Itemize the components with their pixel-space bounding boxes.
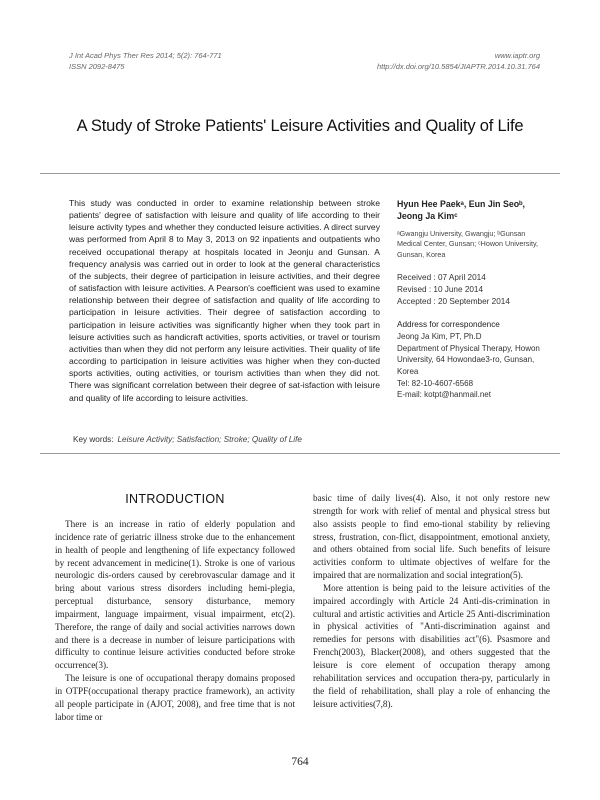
keywords-label: Key words: xyxy=(73,435,114,444)
keywords-value: Leisure Activity; Satisfaction; Stroke; Quality of Life xyxy=(117,435,302,444)
journal-links xyxy=(377,50,540,72)
issn: ISSN 2092-8475 xyxy=(69,62,125,71)
paper-title: A Study of Stroke Patients' Leisure Activities and Quality of Life xyxy=(76,117,524,135)
correspondence-email[interactable]: E-mail: kotpt@hanmail.net xyxy=(397,390,491,400)
keywords xyxy=(73,435,302,444)
doi-link[interactable]: http://dx.doi.org/10.5854/JIAPTR.2014.10.31.764 xyxy=(376,62,540,71)
article-dates xyxy=(397,272,542,308)
intro-paragraph-3: basic time of daily lives(4). Also, it not only restore new strength for work with relief of mental and physical stress but also assists people to find emo-tional stability by relieving stress, frustration, con-flict, disappointment, emotional anxiety, and others obtained from social life. Such benefits of leisure activities conform to ultimate objectives of welfare for the impaired that are normalization and social integration(5). xyxy=(313,493,550,581)
intro-paragraph-1: There is an increase in ratio of elderly population and incidence rate of geriatric illness stroke due to the enhancement in health of people and lengthening of life expectancy followed by recent advancement in medicine(1). Stroke is one of various neurologic dis-orders caused by cerebrovascular damage and it bring about various stress disorders including hemi-plegia, perceptual disturbance, sensory disturbance, memory impairment, language impairment, visual impairment, etc(2). Therefore, the range of daily and social activities narrows down and there is a decrease in number of leisure participations with difficulty to continue leisure activities conducted before stroke occurrence(3). xyxy=(55,519,295,671)
intro-left-column xyxy=(55,518,295,724)
intro-paragraph-4: More attention is being paid to the leisure activities of the impaired accordingly with Article 24 Anti-dis-crimination in cultural and artistic activities and Article 25 Anti-discrimination in physical activities of "Anti-discrimination against and remedies for persons with disabilities act"(6). Psasmore and French(2003), Blacker(2008), and others suggested that the leisure is core element of occupation therapy among rehabilitation services and occupation thera-py, particularly in the field of rehabilitation, shall play a role of enhancing the leisure activities(7,8). xyxy=(313,582,550,709)
introduction-heading: INTRODUCTION xyxy=(125,492,225,506)
website-link[interactable]: www.iaptr.org xyxy=(494,51,540,60)
institutions: ᵃGwangju University, Gwangju; ᵇGunsan Medical Center, Gunsan; ᶜHowon University, Gunsan, Korea xyxy=(397,229,539,259)
correspondence-block xyxy=(397,331,542,401)
intro-right-column xyxy=(313,492,550,710)
top-rule xyxy=(40,173,560,174)
revised-date: Revised : 10 June 2014 xyxy=(397,285,484,295)
affiliation-block xyxy=(397,198,542,401)
received-date: Received : 07 April 2014 xyxy=(397,273,486,283)
journal-citation: J Int Acad Phys Ther Res 2014; 5(2): 764-771 xyxy=(69,51,222,60)
bottom-rule xyxy=(40,453,560,454)
journal-header xyxy=(69,50,222,72)
correspondence-heading: Address for correspondence xyxy=(397,320,500,330)
author-names: Hyun Hee Paekᵃ, Eun Jin Seoᵇ, Jeong Ja Kimᶜ xyxy=(397,199,526,221)
intro-paragraph-2: The leisure is one of occupational therapy domains proposed in OTPF(occupational therapy practice framework), an activity all people participate in (AJOT, 2008), and free time that is not labor time or xyxy=(55,673,295,722)
correspondence-name: Jeong Ja Kim, PT, Ph.D xyxy=(397,332,482,342)
accepted-date: Accepted : 20 September 2014 xyxy=(397,297,510,307)
abstract-text: This study was conducted in order to examine relationship between stroke patients' degree of satisfaction with leisure and quality of life according to their leisure activity types and whether they conducted leisure activities. A direct survey was performed from April 8 to May 3, 2013 on 92 inpatients and outpatients who received occupational therapy at hospitals located in Jeonju and Gunsan. A frequency analysis was carried out in order to look at the general characteristics of the subjects, their degree of participation in leisure activities, and their degree of satisfaction with leisure activities. A Pearson's coefficient was used to examine relationship between their degree of satisfaction and quality of life according to participation in leisure activities. Their degree of satisfaction according to participation in leisure activities was significantly higher when they took part in leisure activities such as handicraft activities, sports activities, or travel or tourism activities than when they did not perform any leisure activities. Their quality of life according to participation in leisure activities was higher when they con-ducted sports activities, outing activities, or tourism activities than when they did not. There was significant correlation between their degree of sat-isfaction with leisure and quality of life according to leisure activities. xyxy=(69,198,380,403)
correspondence-address: Department of Physical Therapy, Howon University, 64 Howondae3-ro, Gunsan, Korea xyxy=(397,343,540,376)
page-number: 764 xyxy=(291,756,309,768)
correspondence-tel: Tel: 82-10-4607-6568 xyxy=(397,378,474,388)
